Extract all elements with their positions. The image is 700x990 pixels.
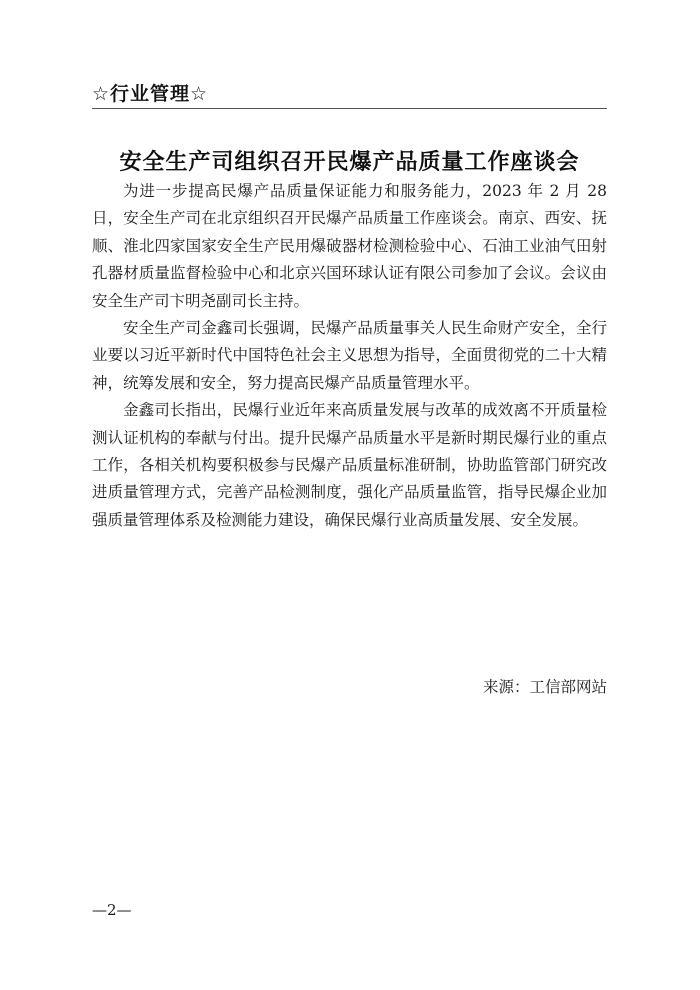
article-title: 安全生产司组织召开民爆产品质量工作座谈会 bbox=[119, 148, 580, 175]
article-paragraph: 安全生产司金鑫司长强调，民爆产品质量事关人民生命财产安全，全行业要以习近平新时代中国特色社会主义思想为指导，全面贯彻党的二十大精神，统筹发展和安全，努力提高民爆产品质量管理水平。 bbox=[92, 319, 607, 392]
article-paragraph: 为进一步提高民爆产品质量保证能力和服务能力，2023 年 2 月 28 日，安全生产司在北京组织召开民爆产品质量工作座谈会。南京、西安、抚顺、淮北四家国家安全生产民用爆破器材检测检验中心、石油工业油气田射孔器材质量监督检验中心和北京兴国环球认证有限公司参加了会议。会议由安全生产司卞明尧副司长主持。 bbox=[92, 182, 607, 310]
article-paragraph: 金鑫司长指出，民爆行业近年来高质量发展与改革的成效离不开质量检测认证机构的奉献与付出。提升民爆产品质量水平是新时期民爆行业的重点工作，各相关机构要积极参与民爆产品质量标准研制，协助监管部门研究改进质量管理方式，完善产品检测制度，强化产品质量监管，指导民爆企业加强质量管理体系及检测能力建设，确保民爆行业高质量发展、安全发展。 bbox=[92, 401, 607, 529]
section-header bbox=[92, 80, 607, 109]
article-body bbox=[92, 178, 607, 534]
page-number: —2— bbox=[92, 901, 132, 919]
section-label: ☆行业管理☆ bbox=[92, 83, 209, 105]
article-source: 来源：工信部网站 bbox=[482, 678, 607, 696]
